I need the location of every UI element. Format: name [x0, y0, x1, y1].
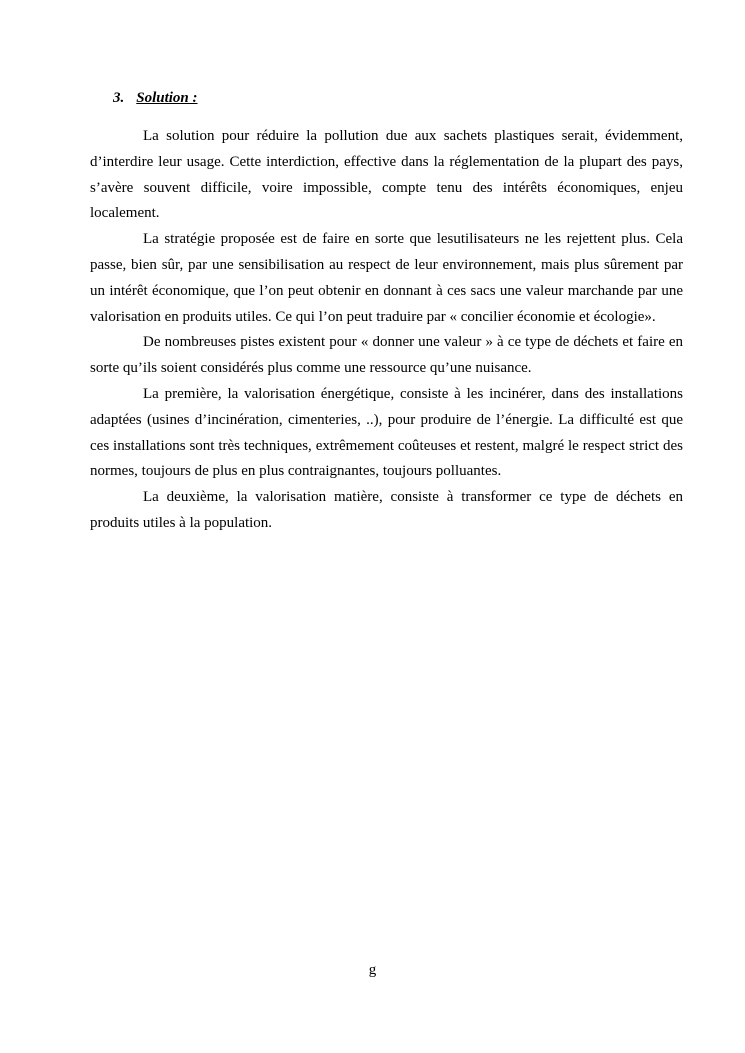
section-heading: [113, 88, 683, 108]
section-number: 3.: [113, 90, 125, 106]
page-number: g: [368, 962, 377, 978]
body-paragraph-5: La deuxième, la valorisation matière, consiste à transformer ce type de déchets en produits utiles à la population.: [90, 489, 683, 531]
body-paragraph-3: De nombreuses pistes existent pour « donner une valeur » à ce type de déchets et faire en sorte qu’ils soient considérés plus comme une ressource qu’une nuisance.: [90, 334, 683, 377]
body-paragraph-2: La stratégie proposée est de faire en sorte que lesutilisateurs ne les rejettent plus. Cela passe, bien sûr, par une sensibilisation au respect de leur environnement, mais plus sûrement par un intérêt économique, que l’on peut obtenir en donnant à ces sacs une valeur marchande par une valorisation en produits utiles. Ce qui l’on peut traduire par « concilier économie et écologie».: [90, 231, 683, 325]
body-paragraph-1: La solution pour réduire la pollution due aux sachets plastiques serait, évidemment, d’interdire leur usage. Cette interdiction, effective dans la réglementation de la plupart des pays, s’avère souvent difficile, voire impossible, compte tenu des intérêts économiques, enjeu localement.: [90, 128, 683, 222]
body-paragraph-4: La première, la valorisation énergétique, consiste à les incinérer, dans des installations adaptées (usines d’incinération, cimenteries, ..), pour produire de l’énergie. La difficulté est que ces installations sont très techniques, extrêmement coûteuses et restent, malgré le respect strict des normes, toujours de plus en plus contraignantes, toujours polluantes.: [90, 385, 683, 480]
page-content: [90, 88, 683, 537]
section-title: Solution :: [136, 90, 198, 106]
